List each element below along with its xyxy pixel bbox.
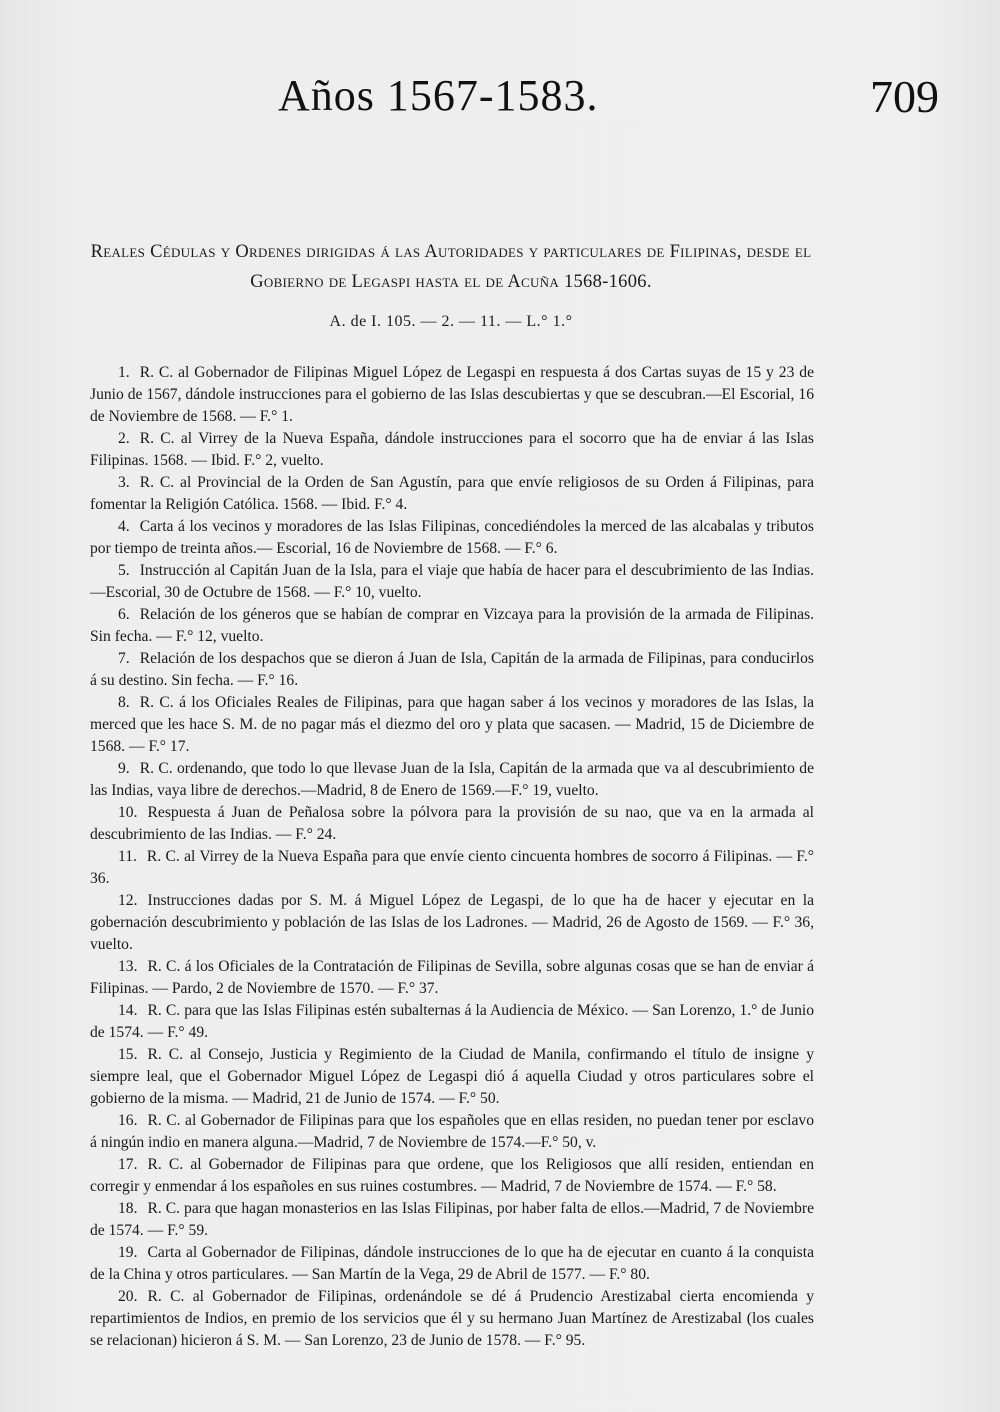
entry-text: R. C. al Provincial de la Orden de San Agustín, para que envíe religiosos de su Orden á Filipinas, para fomentar la Religión Católica. 1568. — Ibid. F.° 4. [90,474,814,513]
list-item [90,362,814,428]
entry-text: R. C. al Gobernador de Filipinas Miguel López de Legaspi en respuesta á dos Cartas suyas de 15 y 23 de Junio de 1567, dándole instrucciones para el gobierno de las Islas descubiertas y que se descubran.—El Escorial, 16 de Noviembre de 1568. — F.° 1. [90,364,814,425]
entry-text: R. C. para que hagan monasterios en las Islas Filipinas, por haber falta de ellos.—Madrid, 7 de Noviembre de 1574. — F.° 59. [90,1200,814,1239]
entry-text: R. C. al Consejo, Justicia y Regimiento de la Ciudad de Manila, confirmando el título de insigne y siempre leal, que el Gobernador Miguel López de Legaspi dió á aquella Ciudad y otros particulares sobre el gobierno de la misma. — Madrid, 21 de Junio de 1574. — F.° 50. [90,1046,814,1107]
entry-number: 19. [118,1244,138,1261]
entry-text: Carta á los vecinos y moradores de las Islas Filipinas, concediéndoles la merced de las alcabalas y tributos por tiempo de treinta años.— Escorial, 16 de Noviembre de 1568. — F.° 6. [90,518,814,557]
list-item [90,1110,814,1154]
entry-list [90,362,814,1352]
entry-text: R. C. ordenando, que todo lo que llevase Juan de la Isla, Capitán de la armada que va al descubrimiento de las Indias, vaya libre de derechos.—Madrid, 8 de Enero de 1569.—F.° 19, vuelto. [90,760,814,799]
list-item [90,472,814,516]
entry-number: 11. [118,848,137,865]
list-item [90,846,814,890]
entry-number: 3. [118,474,130,491]
entry-text: R. C. al Gobernador de Filipinas, ordenándole se dé á Prudencio Arestizabal cierta encomienda y repartimientos de Indios, en premio de los servicios que él y su hermano Juan Martínez de Arestizabal (los cuales se relacionan) hicieron á S. M. — San Lorenzo, 23 de Junio de 1578. — F.° 95. [90,1288,814,1349]
entry-number: 20. [118,1288,138,1305]
page-header [0,70,1000,140]
list-item [90,1242,814,1286]
entry-number: 9. [118,760,130,777]
list-item [90,648,814,692]
entry-number: 16. [118,1112,138,1129]
entry-text: R. C. á los Oficiales de la Contratación de Filipinas de Sevilla, sobre algunas cosas que se han de enviar á Filipinas. — Pardo, 2 de Noviembre de 1570. — F.° 37. [90,958,814,997]
list-item [90,1154,814,1198]
entry-number: 1. [118,364,130,381]
entry-number: 17. [118,1156,138,1173]
entry-text: R. C. al Virrey de la Nueva España, dándole instrucciones para el socorro que ha de enviar á las Islas Filipinas. 1568. — Ibid. F.° 2, vuelto. [90,430,814,469]
entry-number: 12. [118,892,138,909]
entry-number: 2. [118,430,130,447]
list-item [90,1044,814,1110]
entry-text: Instrucciones dadas por S. M. á Miguel López de Legaspi, de lo que ha de hacer y ejecutar en la gobernación descubrimiento y población de las Islas de los Ladrones. — Madrid, 26 de Agosto de 1569. — F.° 36, vuelto. [90,892,814,953]
entry-number: 15. [118,1046,138,1063]
list-item [90,692,814,758]
list-item [90,956,814,1000]
list-item [90,1198,814,1242]
page-number: 709 [870,71,939,122]
list-item [90,1286,814,1352]
entry-text: R. C. para que las Islas Filipinas estén subalternas á la Audiencia de México. — San Lorenzo, 1.° de Junio de 1574. — F.° 49. [90,1002,814,1041]
list-item [90,604,814,648]
list-item [90,516,814,560]
entry-text: R. C. á los Oficiales Reales de Filipinas, para que hagan saber á los vecinos y moradores de las Islas, la merced que les hace S. M. de no pagar más el diezmo del oro y plata que sacasen. — Madrid, 15 de Diciembre de 1568. — F.° 17. [90,694,814,755]
entry-text: Carta al Gobernador de Filipinas, dándole instrucciones de lo que ha de ejecutar en cuanto á la conquista de la China y otros particulares. — San Martín de la Vega, 29 de Abril de 1577. — F.° 80. [90,1244,814,1283]
entry-text: R. C. al Gobernador de Filipinas para que ordene, que los Religiosos que allí residen, entiendan en corregir y enmendar á los españoles en sus ruines costumbres. — Madrid, 7 de Noviembre de 1574. — F.° 58. [90,1156,814,1195]
list-item [90,428,814,472]
entry-number: 10. [118,804,138,821]
entry-number: 7. [118,650,130,667]
archive-reference: A. de I. 105. — 2. — 11. — L.° 1.° [329,313,573,330]
entry-text: Relación de los géneros que se habían de comprar en Vizcaya para la provisión de la armada de Filipinas. Sin fecha. — F.° 12, vuelto. [90,606,814,645]
entry-number: 18. [118,1200,138,1217]
entry-text: R. C. al Gobernador de Filipinas para que los españoles que en ellas residen, no puedan tener por esclavo á ningún indio en manera alguna.—Madrid, 7 de Noviembre de 1574.—F.° 50, v. [90,1112,814,1151]
entry-number: 13. [118,958,138,975]
list-item [90,802,814,846]
entry-number: 6. [118,606,130,623]
entry-number: 14. [118,1002,138,1019]
list-item [90,890,814,956]
entry-number: 5. [118,562,130,579]
entry-text: Relación de los despachos que se dieron á Juan de Isla, Capitán de la armada de Filipinas, para conducirlos á su destino. Sin fecha. — F.° 16. [90,650,814,689]
entry-number: 8. [118,694,130,711]
list-item [90,758,814,802]
entry-text: Respuesta á Juan de Peñalosa sobre la pólvora para la provisión de su nao, que va en la armada al descubrimiento de las Indias. — F.° 24. [90,804,814,843]
list-item [90,560,814,604]
section-heading: Reales Cédulas y Ordenes dirigidas á las Autoridades y particulares de Filipinas, desde el Gobierno de Legaspi hasta el de Acuña 1568-1606. [90,242,812,292]
entry-number: 4. [118,518,130,535]
list-item [90,1000,814,1044]
entry-text: R. C. al Virrey de la Nueva España para que envíe ciento cincuenta hombres de socorro á Filipinas. — F.° 36. [90,848,814,887]
entry-text: Instrucción al Capitán Juan de la Isla, para el viaje que había de hacer para el descubrimiento de las Indias.—Escorial, 30 de Octubre de 1568. — F.° 10, vuelto. [90,562,814,601]
running-title: Años 1567-1583. [278,71,599,120]
